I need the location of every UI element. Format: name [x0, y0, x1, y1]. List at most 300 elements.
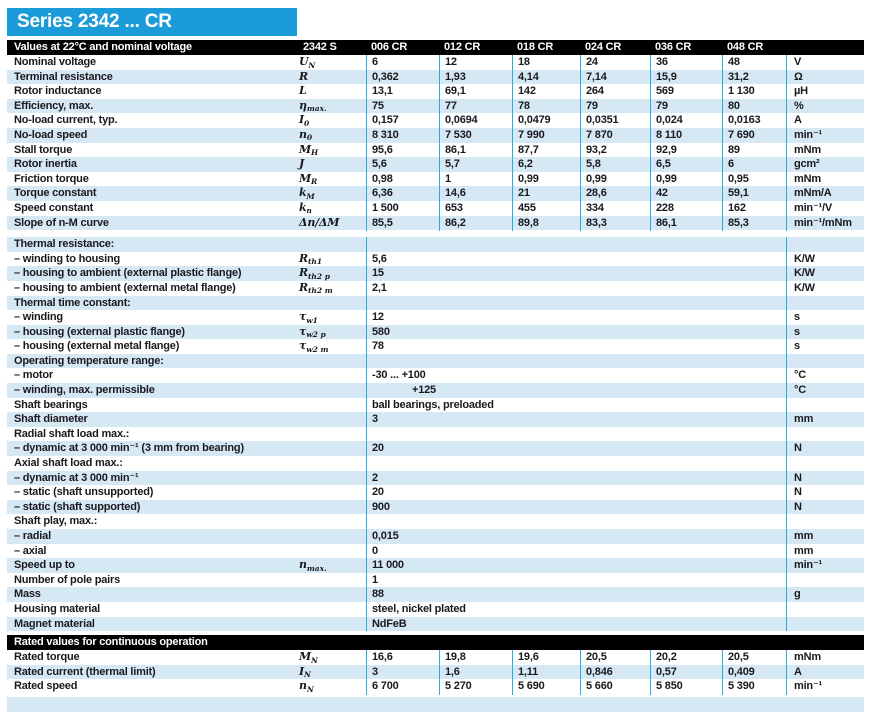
spec-row [7, 587, 864, 602]
spec-unit: V [786, 55, 864, 71]
spec-unit: min⁻¹/mNm [786, 216, 864, 232]
spec-label: – housing (external plastic flange) [14, 325, 185, 338]
spec-value: 3 [366, 665, 439, 681]
spec-label: Number of pole pairs [14, 573, 121, 586]
spec-row [7, 602, 864, 617]
spec-row [7, 544, 864, 559]
spec-value: 0,57 [650, 665, 722, 681]
spec-value: 79 [580, 99, 650, 115]
symbol-base: η [299, 98, 307, 112]
spec-value: 8 310 [366, 128, 439, 144]
spec-value [366, 281, 786, 297]
spec-value: 228 [650, 201, 722, 217]
spec-unit: s [786, 325, 864, 341]
spec-symbol [297, 412, 366, 427]
spec-unit: mm [786, 544, 864, 559]
spec-value: 0,0694 [439, 113, 512, 129]
spec-label: – dynamic at 3 000 min⁻¹ [14, 471, 139, 484]
spec-symbol [297, 157, 366, 173]
spec-value: 42 [650, 186, 722, 202]
symbol-subscript: th2 m [307, 286, 333, 296]
spec-value-text: 3 [372, 413, 378, 426]
spec-value: 92,9 [650, 143, 722, 159]
spec-symbol [297, 201, 366, 217]
symbol-subscript: H [310, 148, 319, 158]
spec-value-text: +125 [412, 384, 436, 397]
spec-value: 14,6 [439, 186, 512, 202]
spec-row [7, 617, 864, 632]
symbol-base: R [299, 69, 308, 83]
symbol-subscript: R [310, 177, 318, 187]
spec-value-text: ball bearings, preloaded [372, 398, 494, 411]
spec-value: 75 [366, 99, 439, 115]
spec-value-text: 78 [372, 340, 384, 353]
spec-label: Speed constant [14, 201, 94, 214]
spec-value: 93,2 [580, 143, 650, 159]
spec-value: 1,11 [512, 665, 580, 681]
spec-row [7, 99, 864, 114]
spec-value [366, 529, 786, 544]
spec-symbol [297, 252, 366, 268]
spec-value: 95,6 [366, 143, 439, 159]
spec-value: 0,024 [650, 113, 722, 129]
spec-unit: µH [786, 84, 864, 100]
spec-value: 1 130 [722, 84, 786, 100]
spec-value: 569 [650, 84, 722, 100]
spec-symbol [297, 441, 366, 456]
spec-row [7, 339, 864, 354]
symbol-base: τ [299, 310, 307, 324]
spec-symbol [297, 237, 366, 252]
spec-value: 7 870 [580, 128, 650, 144]
header-variant-label: 048 CR [727, 41, 764, 53]
spec-row [7, 172, 864, 187]
spec-label: Rated torque [14, 651, 80, 664]
spec-value: 455 [512, 201, 580, 217]
spec-label: Speed up to [14, 559, 75, 572]
spec-value [366, 237, 786, 252]
spec-symbol [297, 70, 366, 86]
spec-unit: N [786, 441, 864, 456]
spec-symbol [297, 128, 366, 144]
spec-value: 1,6 [439, 665, 512, 681]
header-series-label: 2342 S [303, 41, 337, 53]
header-unit-spacer [786, 40, 864, 55]
spec-value [366, 325, 786, 341]
spec-value: 83,3 [580, 216, 650, 232]
spec-unit: A [786, 665, 864, 681]
spec-row [7, 157, 864, 172]
spec-value: 653 [439, 201, 512, 217]
spec-row [7, 113, 864, 128]
spec-row [7, 310, 864, 325]
spec-value: 162 [722, 201, 786, 217]
spec-value: 0,95 [722, 172, 786, 188]
spec-value-text: 2,1 [372, 281, 387, 294]
spec-symbol [297, 485, 366, 500]
heading-row [7, 427, 864, 442]
spec-unit [786, 398, 864, 413]
spec-unit: min⁻¹/V [786, 201, 864, 217]
spec-label: No-load current, typ. [14, 114, 118, 127]
spec-symbol [297, 529, 366, 544]
spec-label: – dynamic at 3 000 min⁻¹ (3 mm from bearing) [14, 442, 244, 455]
symbol-base: n [299, 127, 307, 141]
spec-symbol [297, 573, 366, 588]
spec-unit: s [786, 310, 864, 326]
spec-unit: Ω [786, 70, 864, 86]
spec-label: Torque constant [14, 187, 97, 200]
spec-value-text: 12 [372, 311, 384, 324]
spec-symbol [297, 296, 366, 311]
spec-row [7, 441, 864, 456]
symbol-base: M [299, 142, 311, 156]
spec-value [366, 354, 786, 369]
spec-value: 89 [722, 143, 786, 159]
symbol-subscript: 0 [306, 133, 313, 143]
heading-row [7, 456, 864, 471]
spec-symbol [297, 679, 366, 695]
spec-symbol [297, 216, 366, 232]
symbol-base: M [299, 650, 311, 664]
spec-label: – housing to ambient (external metal flange) [14, 281, 236, 294]
spec-label: Nominal voltage [14, 56, 96, 68]
rated-values-table [7, 650, 864, 694]
spec-value: 77 [439, 99, 512, 115]
spec-value: 20,5 [722, 650, 786, 666]
spec-unit [786, 514, 864, 529]
spec-value [366, 500, 786, 515]
spec-label: Housing material [14, 602, 101, 615]
spec-value-text: NdFeB [372, 617, 407, 630]
spec-row [7, 70, 864, 85]
spec-unit: min⁻¹ [786, 558, 864, 574]
spec-value: 86,1 [650, 216, 722, 232]
spec-value: 264 [580, 84, 650, 100]
spec-value: 15,9 [650, 70, 722, 86]
spec-unit [786, 617, 864, 632]
spec-label: Shaft play, max.: [14, 515, 98, 528]
spec-unit: K/W [786, 281, 864, 297]
spec-value [366, 441, 786, 456]
spec-symbol [297, 514, 366, 529]
section-gap [7, 230, 864, 237]
symbol-base: R [299, 280, 308, 294]
series-title-bar [7, 8, 297, 36]
spec-symbol [297, 84, 366, 100]
spec-symbol [297, 383, 366, 398]
spec-value [366, 266, 786, 282]
spec-value: 0,846 [580, 665, 650, 681]
spec-value: 1,93 [439, 70, 512, 86]
spec-symbol [297, 665, 366, 681]
spec-symbol [297, 500, 366, 515]
spec-value-text: 20 [372, 442, 384, 455]
spec-row [7, 500, 864, 515]
spec-symbol [297, 354, 366, 369]
spec-symbol [297, 650, 366, 666]
spec-value-text: 0 [372, 544, 378, 557]
spec-unit [786, 237, 864, 252]
heading-row [7, 237, 864, 252]
spec-unit [786, 427, 864, 442]
spec-label: Mass [14, 588, 41, 601]
spec-unit: N [786, 471, 864, 486]
spec-symbol [297, 368, 366, 383]
table-header-bar [7, 40, 864, 55]
spec-value: 5 660 [580, 679, 650, 695]
spec-label: – winding [14, 311, 63, 324]
spec-symbol [297, 113, 366, 129]
spec-value: 5,6 [366, 157, 439, 173]
spec-value [366, 252, 786, 268]
spec-symbol [297, 587, 366, 602]
spec-value: 5 390 [722, 679, 786, 695]
spec-label: Axial shaft load max.: [14, 457, 123, 470]
spec-unit: mm [786, 529, 864, 544]
spec-value: 16,6 [366, 650, 439, 666]
spec-symbol [297, 398, 366, 413]
spec-symbol [297, 266, 366, 282]
symbol-base: U [299, 55, 309, 68]
spec-row [7, 650, 864, 665]
spec-row [7, 128, 864, 143]
spec-row [7, 84, 864, 99]
spec-label: Rotor inertia [14, 158, 77, 171]
heading-row [7, 514, 864, 529]
spec-label: – static (shaft supported) [14, 500, 141, 513]
symbol-subscript: n [306, 206, 312, 216]
rated-values-header-bar [7, 635, 864, 650]
spec-value: 5 270 [439, 679, 512, 695]
spec-value [366, 368, 786, 383]
spec-value-text: 0,015 [372, 530, 399, 542]
spec-row [7, 398, 864, 413]
spec-label: Thermal time constant: [14, 296, 131, 309]
symbol-subscript: w2 p [306, 330, 326, 340]
header-variant-label: 012 CR [444, 41, 481, 53]
spec-unit: min⁻¹ [786, 679, 864, 695]
spec-value: 6 700 [366, 679, 439, 695]
spec-unit: N [786, 500, 864, 515]
spec-row [7, 665, 864, 680]
spec-value: 6 [366, 55, 439, 71]
spec-row [7, 216, 864, 231]
spec-value: 7 690 [722, 128, 786, 144]
spec-symbol [297, 172, 366, 188]
spec-label: Stall torque [14, 143, 73, 156]
spec-row [7, 558, 864, 573]
spec-symbol [297, 55, 366, 71]
spec-value: 36 [650, 55, 722, 71]
spec-row [7, 281, 864, 296]
spec-symbol [297, 339, 366, 355]
symbol-base: L [299, 84, 307, 98]
spec-symbol [297, 456, 366, 471]
spec-symbol [297, 310, 366, 326]
spec-label: Magnet material [14, 617, 95, 630]
spec-row [7, 679, 864, 694]
series-title: Series 2342 ... CR [17, 11, 172, 32]
spec-label: – motor [14, 369, 53, 382]
spec-value: 0,0163 [722, 113, 786, 129]
spec-symbol [297, 281, 366, 297]
spec-row [7, 471, 864, 486]
spec-row [7, 368, 864, 383]
symbol-subscript: M [306, 191, 315, 201]
spec-symbol [297, 558, 366, 574]
spec-value [366, 398, 786, 413]
spec-value: 19,8 [439, 650, 512, 666]
header-variant-label: 018 CR [517, 41, 554, 53]
spec-value: 0,99 [650, 172, 722, 188]
spec-unit: °C [786, 368, 864, 383]
header-conditions-label: Values at 22°C and nominal voltage [14, 41, 192, 53]
spec-row [7, 252, 864, 267]
spec-unit: s [786, 339, 864, 355]
spec-value: 5,7 [439, 157, 512, 173]
spec-unit: K/W [786, 266, 864, 282]
spec-unit: g [786, 587, 864, 602]
spec-label: – radial [14, 530, 51, 542]
spec-value: 20,5 [580, 650, 650, 666]
spec-value: 6,5 [650, 157, 722, 173]
spec-row [7, 412, 864, 427]
spec-value: 18 [512, 55, 580, 71]
spec-value: 12 [439, 55, 512, 71]
symbol-base: τ [299, 324, 307, 338]
main-spec-table [7, 55, 864, 230]
spec-value [366, 383, 786, 398]
symbol-subscript: 0 [303, 118, 310, 128]
heading-row [7, 354, 864, 369]
spec-value: 13,1 [366, 84, 439, 100]
spec-unit [786, 602, 864, 617]
symbol-subscript: N [308, 60, 316, 70]
spec-value: 86,2 [439, 216, 512, 232]
spec-value [366, 544, 786, 559]
spec-value [366, 587, 786, 602]
spec-value: 1 [439, 172, 512, 188]
spec-value [366, 310, 786, 326]
symbol-base: I [299, 113, 304, 127]
spec-value: 0,99 [580, 172, 650, 188]
heading-row [7, 296, 864, 311]
symbol-subscript: max. [306, 563, 327, 573]
spec-value-text: 1 [372, 573, 378, 586]
spec-value: 59,1 [722, 186, 786, 202]
symbol-subscript: N [310, 655, 318, 665]
spec-value [366, 514, 786, 529]
spec-value: 6,36 [366, 186, 439, 202]
spec-row [7, 383, 864, 398]
symbol-base: k [299, 186, 307, 200]
spec-unit: mNm/A [786, 186, 864, 202]
spec-symbol [297, 186, 366, 202]
spec-value: 0,157 [366, 113, 439, 129]
spec-unit: mm [786, 412, 864, 427]
symbol-base: R [299, 251, 308, 265]
symbol-base: k [299, 200, 307, 214]
spec-unit: % [786, 99, 864, 115]
spec-symbol [297, 617, 366, 632]
spec-value: 31,2 [722, 70, 786, 86]
spec-label: No-load speed [14, 128, 88, 141]
spec-value: 5,8 [580, 157, 650, 173]
spec-value [366, 339, 786, 355]
spec-value [366, 296, 786, 311]
header-variant-label: 036 CR [655, 41, 692, 53]
spec-label: Shaft bearings [14, 398, 88, 411]
spec-value: 0,99 [512, 172, 580, 188]
spec-value: 1 500 [366, 201, 439, 217]
spec-unit: N [786, 485, 864, 500]
spec-label: – housing to ambient (external plastic flange) [14, 267, 242, 280]
spec-value: 0,98 [366, 172, 439, 188]
spec-value [366, 617, 786, 632]
spec-value: 7 530 [439, 128, 512, 144]
spec-label: – axial [14, 544, 47, 557]
spec-value: 142 [512, 84, 580, 100]
spec-value: 79 [650, 99, 722, 115]
spec-value: 28,6 [580, 186, 650, 202]
spec-row [7, 573, 864, 588]
spec-symbol [297, 99, 366, 115]
spec-label: Rotor inductance [14, 85, 102, 98]
spec-row [7, 266, 864, 281]
spec-unit: A [786, 113, 864, 129]
spec-value [366, 558, 786, 574]
spec-unit: gcm² [786, 157, 864, 173]
spec-value: 19,6 [512, 650, 580, 666]
spec-value [366, 456, 786, 471]
symbol-subscript: th1 [307, 257, 323, 267]
spec-value: 20,2 [650, 650, 722, 666]
spec-row [7, 485, 864, 500]
spec-value [366, 573, 786, 588]
spec-unit [786, 296, 864, 311]
spec-value: 24 [580, 55, 650, 71]
detail-spec-table [7, 237, 864, 631]
spec-value: 6,2 [512, 157, 580, 173]
spec-value-text: 11 000 [372, 559, 404, 572]
symbol-base: τ [299, 339, 307, 353]
spec-unit: mNm [786, 143, 864, 159]
spec-label: Operating temperature range: [14, 354, 164, 367]
spec-label: – housing (external metal flange) [14, 340, 180, 353]
spec-symbol [297, 602, 366, 617]
spec-row [7, 529, 864, 544]
spec-value-text: 88 [372, 588, 384, 601]
spec-value: 4,14 [512, 70, 580, 86]
spec-value: 7 990 [512, 128, 580, 144]
header-variant-label: 006 CR [371, 41, 408, 53]
symbol-subscript: N [306, 684, 314, 694]
spec-value: 334 [580, 201, 650, 217]
spec-label: – winding to housing [14, 252, 120, 265]
spec-value [366, 602, 786, 617]
spec-row [7, 201, 864, 216]
rated-values-title: Rated values for continuous operation [14, 636, 208, 649]
symbol-subscript: w2 m [306, 344, 329, 354]
symbol-subscript: th2 p [307, 271, 330, 281]
spec-row [7, 186, 864, 201]
spec-symbol [297, 471, 366, 486]
spec-label: Efficiency, max. [14, 99, 94, 112]
spec-value: 69,1 [439, 84, 512, 100]
symbol-base: M [299, 171, 311, 185]
symbol-subscript: N [303, 670, 311, 680]
